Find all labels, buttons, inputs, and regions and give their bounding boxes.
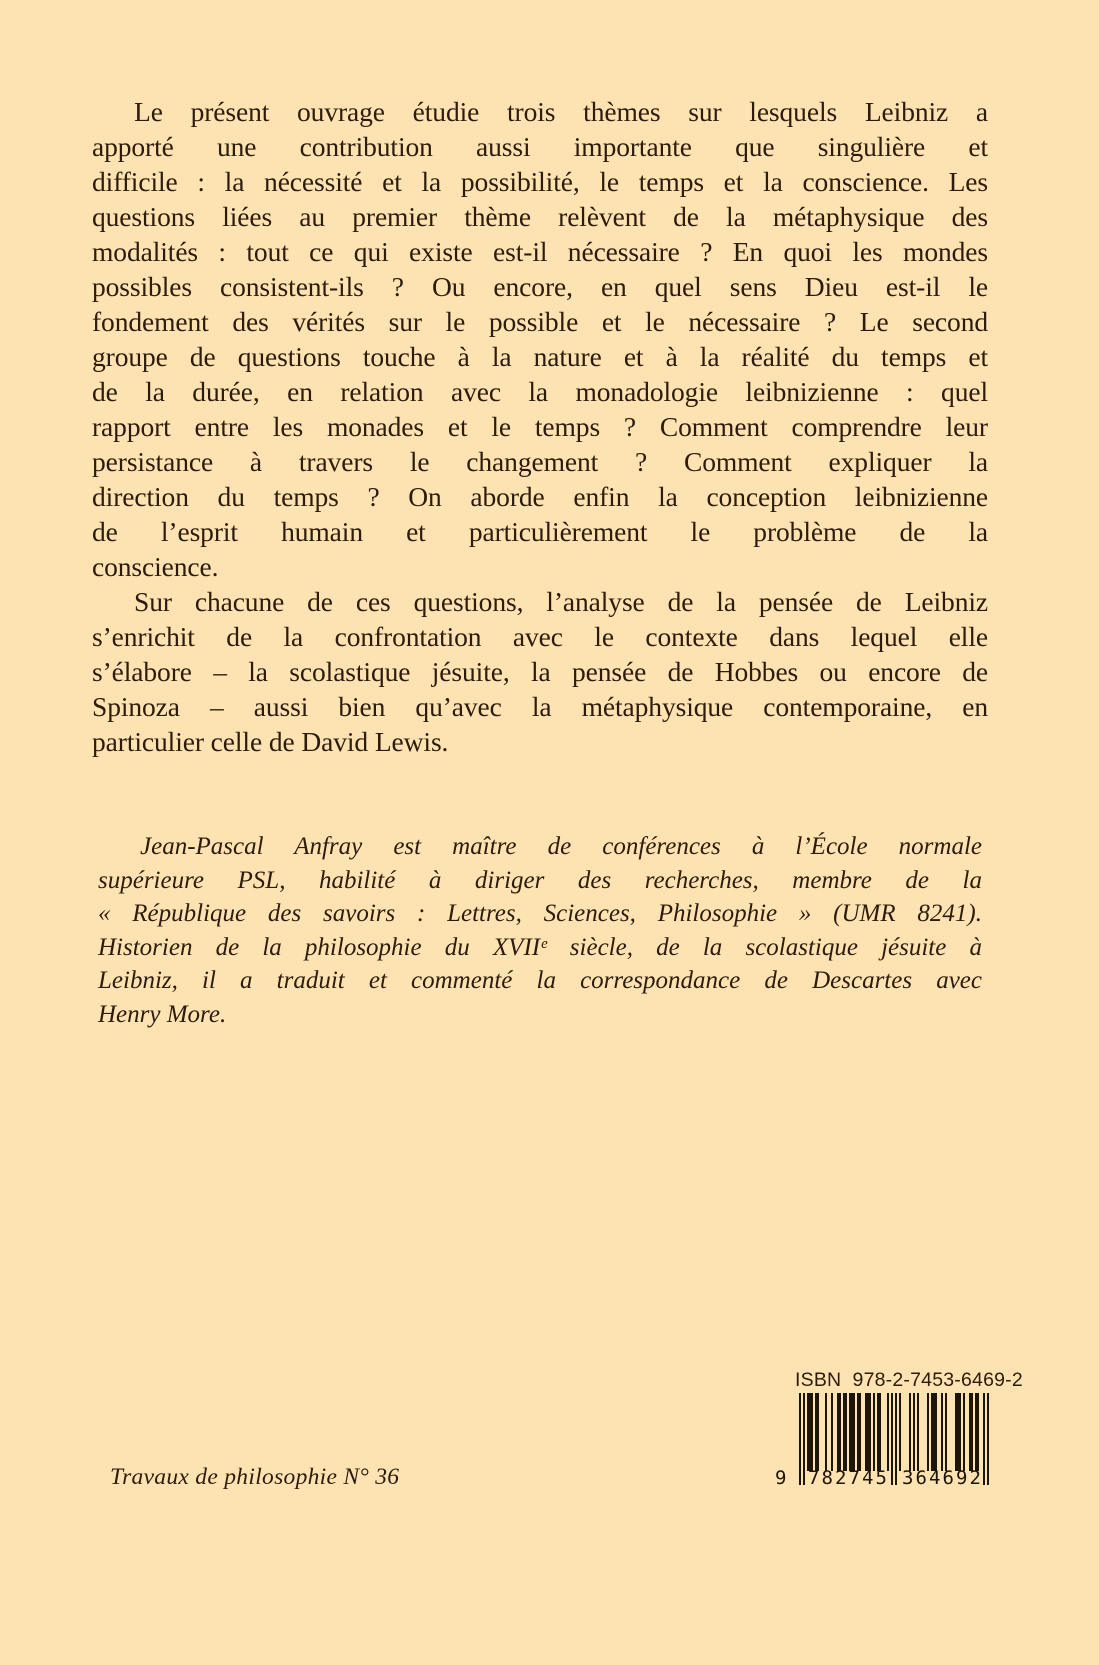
- barcode-bar: [927, 1393, 929, 1471]
- barcode-bar: [811, 1393, 813, 1471]
- collection-label: Travaux de philosophie N° 36: [110, 1464, 400, 1490]
- text-line: particulier celle de David Lewis.: [92, 726, 449, 757]
- barcode-digit: 9: [775, 1467, 787, 1489]
- text-line: difficile : la nécessité et la possibilité, le temps et la conscience. Les: [92, 166, 988, 197]
- barcode-digit: 6: [915, 1467, 927, 1489]
- barcode-bar: [869, 1393, 871, 1471]
- text-line: questions liées au premier thème relèvent de la métaphysique des: [92, 201, 988, 232]
- text-line: persistance à travers le changement ? Comment expliquer la: [92, 446, 988, 477]
- text-line: fondement des vérités sur le possible et le nécessaire ? Le second: [92, 306, 988, 337]
- barcode-bar: [909, 1393, 911, 1471]
- text-line: conscience.: [92, 551, 219, 582]
- synopsis-text: [92, 94, 988, 759]
- barcode-bar: [987, 1393, 989, 1485]
- barcode-digit: 5: [875, 1467, 887, 1489]
- barcode-digit: 7: [808, 1467, 820, 1489]
- barcode-bar: [917, 1393, 919, 1471]
- barcode-bar: [959, 1393, 961, 1471]
- barcode-digit: 7: [848, 1467, 860, 1489]
- barcode-bar: [895, 1393, 897, 1485]
- barcode-bar: [831, 1393, 833, 1471]
- barcode-digit: 2: [969, 1467, 981, 1489]
- text-line: de l’esprit humain et particulièrement le problème de la: [92, 516, 988, 547]
- barcode-bar: [873, 1393, 875, 1471]
- text-line: Leibniz, il a traduit et commenté la correspondance de Descartes avec: [98, 967, 982, 994]
- barcode-bar: [899, 1393, 901, 1471]
- barcode-digit: 3: [902, 1467, 914, 1489]
- barcode-bar: [913, 1393, 915, 1471]
- text-line: rapport entre les monades et le temps ? Comment comprendre leur: [92, 411, 988, 442]
- text-line: de la durée, en relation avec la monadologie leibnizienne : quel: [92, 376, 988, 407]
- barcode-bar: [853, 1393, 855, 1471]
- barcode-bar: [941, 1393, 943, 1471]
- text-line: Spinoza – aussi bien qu’avec la métaphysique contemporaine, en: [92, 691, 988, 722]
- barcode-bar: [887, 1393, 889, 1471]
- barcode-bar: [983, 1393, 985, 1485]
- barcode-digit: 4: [862, 1467, 874, 1489]
- barcode-bar: [803, 1393, 805, 1485]
- text-line: Sur chacune de ces questions, l’analyse de la pensée de Leibniz: [134, 586, 988, 617]
- barcode-bar: [935, 1393, 937, 1471]
- barcode-bar: [799, 1393, 801, 1485]
- text-line: Historien de la philosophie du XVIIᵉ siècle, de la scolastique jésuite à: [98, 933, 982, 961]
- barcode-bar: [945, 1393, 947, 1471]
- isbn-label: ISBN 978-2-7453-6469-2: [795, 1369, 1023, 1391]
- barcode-bar: [817, 1393, 819, 1471]
- barcode-bar: [977, 1393, 979, 1471]
- text-line: groupe de questions touche à la nature et à la réalité du temps et: [92, 341, 988, 372]
- barcode-bar: [963, 1393, 965, 1471]
- text-line: s’élabore – la scolastique jésuite, la pensée de Hobbes ou encore de: [92, 656, 988, 687]
- text-line: « République des savoirs : Lettres, Sciences, Philosophie » (UMR 8241).: [98, 900, 982, 927]
- barcode-bar: [879, 1393, 881, 1471]
- barcode-digit: 6: [942, 1467, 954, 1489]
- text-line: direction du temps ? On aborde enfin la conception leibnizienne: [92, 481, 988, 512]
- author-bio: [98, 830, 982, 1031]
- text-line: possibles consistent-ils ? Ou encore, en quel sens Dieu est-il le: [92, 271, 988, 302]
- barcode-digit: 4: [929, 1467, 941, 1489]
- barcode-bar: [859, 1393, 861, 1471]
- barcode-digit: 8: [821, 1467, 833, 1489]
- barcode-bar: [891, 1393, 893, 1485]
- isbn-barcode: [775, 1393, 989, 1493]
- barcode-bar: [971, 1393, 973, 1471]
- text-line: Jean-Pascal Anfray est maître de conférences à l’École normale: [140, 833, 982, 860]
- barcode-digit-lead: [775, 1467, 789, 1489]
- barcode-digits-left: [808, 1467, 887, 1489]
- text-line: s’enrichit de la confrontation avec le contexte dans lequel elle: [92, 621, 988, 652]
- text-line: Henry More.: [98, 1000, 227, 1028]
- synopsis-paragraph-1: [92, 94, 988, 584]
- synopsis-paragraph-2: [92, 584, 988, 759]
- text-line: apporté une contribution aussi importante que singulière et: [92, 131, 988, 162]
- barcode-digits-right: [902, 1467, 981, 1489]
- barcode-bar: [825, 1393, 827, 1471]
- text-line: Le présent ouvrage étudie trois thèmes sur lesquels Leibniz a: [134, 96, 988, 127]
- barcode-digit: 2: [835, 1467, 847, 1489]
- text-line: modalités : tout ce qui existe est-il nécessaire ? En quoi les mondes: [92, 236, 988, 267]
- barcode-digit: 9: [956, 1467, 968, 1489]
- barcode-bar: [839, 1393, 841, 1471]
- barcode-bar: [845, 1393, 847, 1471]
- text-line: supérieure PSL, habilité à diriger des recherches, membre de la: [98, 866, 982, 894]
